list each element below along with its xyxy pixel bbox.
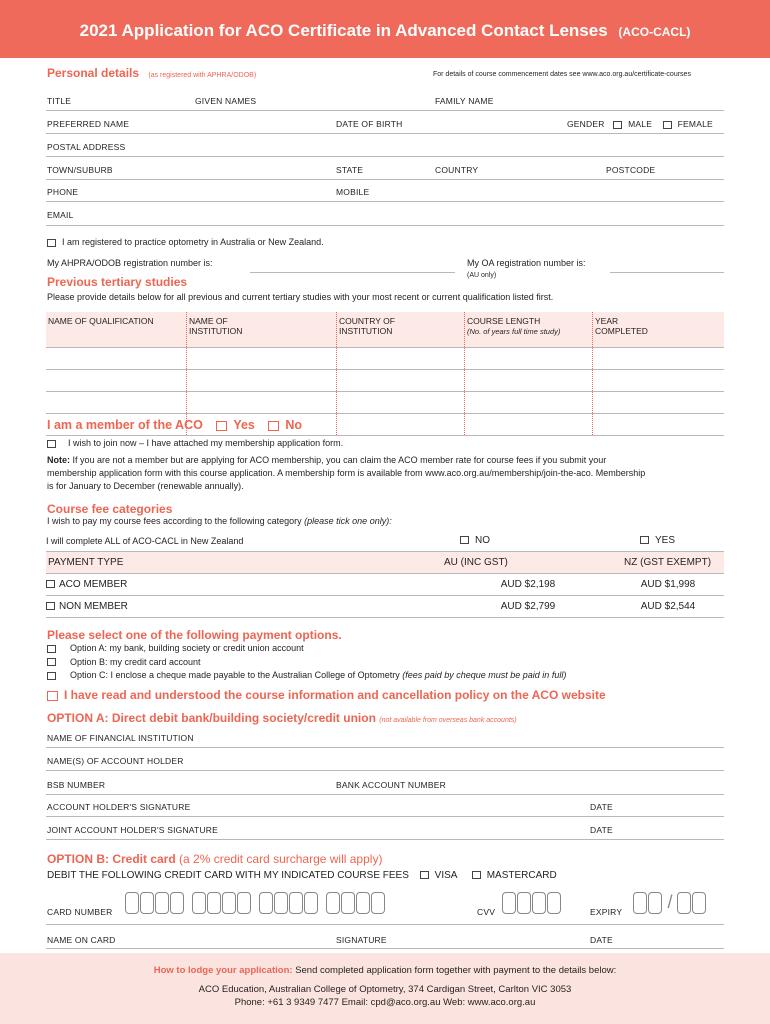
- postcode-label: POSTCODE: [606, 165, 656, 175]
- male-label: MALE: [628, 119, 653, 129]
- given-names-label: GIVEN NAMES: [195, 96, 257, 106]
- join-checkbox[interactable]: [47, 440, 56, 448]
- nz-header: NZ (GST EXEMPT): [624, 557, 712, 568]
- member-yes-label: Yes: [233, 418, 255, 432]
- expiry-label: EXPIRY: [590, 907, 623, 917]
- member-au-price: AUD $2,198: [500, 579, 556, 590]
- nz-yes-checkbox[interactable]: [640, 536, 649, 544]
- bank-account-label: BANK ACCOUNT NUMBER: [336, 780, 446, 790]
- member-heading: I am a member of the ACO Yes No: [47, 418, 303, 432]
- membership-note: Note: If you are not a member but are applying for ACO membership, you can claim the ACO member rate for course fees if you submit your membership application form with this course application. A membership form is available from www.aco.org.au/membership/join-the-aco. Membership is for January to December (renewable annually).: [47, 455, 646, 491]
- oa-label: My OA registration number is:: [467, 258, 586, 268]
- option-b-heading: OPTION B: Credit card (a 2% credit card surcharge will apply): [47, 852, 383, 866]
- non-member-checkbox[interactable]: [46, 602, 55, 610]
- option-b-checkbox[interactable]: [47, 658, 56, 666]
- tertiary-header-row: [46, 312, 724, 348]
- option-a-sub: (not available from overseas bank accounts): [379, 717, 517, 724]
- account-holder-label: NAME(S) OF ACCOUNT HOLDER: [47, 756, 184, 766]
- au-header: AU (INC GST): [444, 557, 508, 568]
- col-year: YEAR COMPLETED: [592, 312, 724, 347]
- title-text: 2021 Application for ACO Certificate in Advanced Contact Lenses: [79, 21, 608, 40]
- dob-label: DATE OF BIRTH: [336, 119, 403, 129]
- cvv-field[interactable]: [502, 892, 562, 916]
- card-row-line: [46, 924, 724, 925]
- mastercard-label: MASTERCARD: [486, 870, 557, 881]
- non-member-label: NON MEMBER: [59, 601, 128, 612]
- title-row-line[interactable]: [46, 110, 724, 111]
- card-number-field[interactable]: [125, 892, 386, 916]
- oa-field[interactable]: [610, 272, 724, 273]
- country-label: COUNTRY: [435, 165, 479, 175]
- complete-nz-label: I will complete ALL of ACO-CACL in New Zealand: [46, 535, 244, 546]
- holder-signature-line[interactable]: [46, 816, 724, 817]
- mastercard-checkbox[interactable]: [472, 871, 481, 879]
- join-row: [47, 438, 343, 448]
- table-row[interactable]: [46, 348, 724, 370]
- course-dates-note: For details of course commencement dates see www.aco.org.au/certificate-courses: [433, 71, 691, 78]
- col-institution: NAME OF INSTITUTION: [186, 312, 336, 347]
- nonmember-au-price: AUD $2,799: [500, 601, 556, 612]
- member-no-label: No: [285, 418, 303, 432]
- page-title: [0, 0, 770, 58]
- policy-checkbox[interactable]: [47, 691, 58, 701]
- option-a-label: Option A: my bank, building society or credit union account: [70, 643, 304, 653]
- expiry-slash: /: [667, 892, 673, 912]
- postal-address-label: POSTAL ADDRESS: [47, 142, 126, 152]
- debit-row: [47, 870, 557, 881]
- email-row-line[interactable]: [46, 225, 724, 226]
- nz-no-checkbox[interactable]: [460, 536, 469, 544]
- join-label: I wish to join now – I have attached my membership application form.: [68, 438, 344, 448]
- card-number-label: CARD NUMBER: [47, 907, 113, 917]
- aco-member-checkbox[interactable]: [46, 580, 55, 588]
- email-label: EMAIL: [47, 210, 74, 220]
- option-c-checkbox[interactable]: [47, 672, 56, 680]
- col-country: COUNTRY OF INSTITUTION: [336, 312, 464, 347]
- member-nz-price: AUD $1,998: [640, 579, 696, 590]
- town-row-line[interactable]: [46, 179, 724, 180]
- cvv-label: CVV: [477, 907, 496, 917]
- joint-signature-label: JOINT ACCOUNT HOLDER'S SIGNATURE: [47, 825, 218, 835]
- lodge-text: Send completed application form together with payment to the details below:: [295, 965, 617, 976]
- tertiary-intro: Please provide details below for all previous and current tertiary studies with your most recent or current qualification listed first.: [47, 292, 554, 302]
- complete-nz-row: [46, 530, 724, 552]
- name-on-card-label: NAME ON CARD: [47, 935, 116, 945]
- joint-date-label: DATE: [590, 825, 613, 835]
- payment-options-heading: Please select one of the following payment options.: [47, 628, 342, 642]
- option-c-label: Option C: I enclose a cheque made payable to the Australian College of Optometry: [70, 670, 400, 680]
- name-on-card-line[interactable]: [46, 948, 724, 949]
- option-c-note: (fees paid by cheque must be paid in full): [402, 670, 567, 680]
- fee-header-row: [46, 552, 724, 574]
- nz-no-label: NO: [475, 535, 490, 546]
- option-b-sub: (a 2% credit card surcharge will apply): [179, 852, 383, 866]
- card-date-label: DATE: [590, 935, 613, 945]
- footer: [0, 953, 770, 1024]
- lodge-line: [0, 965, 770, 976]
- bsb-label: BSB NUMBER: [47, 780, 106, 790]
- col-qualification: NAME OF QUALIFICATION: [48, 316, 154, 326]
- female-label: FEMALE: [677, 119, 713, 129]
- aco-address: ACO Education, Australian College of Optometry, 374 Cardigan Street, Carlton VIC 3053: [198, 984, 572, 995]
- payment-type-header: PAYMENT TYPE: [48, 557, 124, 568]
- mobile-label: MOBILE: [336, 187, 370, 197]
- option-a-heading: OPTION A: Direct debit bank/building society/credit union (not available from overseas bank accounts): [47, 711, 517, 725]
- fees-heading: Course fee categories: [47, 502, 173, 516]
- family-name-label: FAMILY NAME: [435, 96, 494, 106]
- table-row[interactable]: [46, 392, 724, 414]
- lodge-heading: How to lodge your application:: [153, 965, 293, 976]
- member-yes-checkbox[interactable]: [216, 421, 227, 431]
- payment-options-list: [47, 642, 566, 683]
- policy-label: I have read and understood the course information and cancellation policy on the ACO website: [64, 688, 606, 702]
- tertiary-heading: Previous tertiary studies: [47, 275, 188, 289]
- card-signature-label: SIGNATURE: [336, 935, 387, 945]
- option-a-checkbox[interactable]: [47, 645, 56, 653]
- gender-group: GENDER MALE FEMALE: [567, 119, 713, 129]
- title-label: TITLE: [47, 96, 72, 106]
- expiry-field[interactable]: [633, 892, 707, 916]
- ahpra-label: My AHPRA/ODOB registration number is:: [47, 258, 213, 268]
- fee-row-nonmember: [46, 596, 724, 618]
- institution-label: NAME OF FINANCIAL INSTITUTION: [47, 733, 194, 743]
- registered-checkbox[interactable]: [47, 239, 56, 247]
- registered-label: I am registered to practice optometry in Australia or New Zealand.: [62, 237, 324, 247]
- holder-date-label: DATE: [590, 802, 613, 812]
- bsb-line[interactable]: [46, 794, 724, 795]
- male-checkbox[interactable]: [613, 121, 622, 129]
- col-course-length: COURSE LENGTH (No. of years full time study): [464, 312, 592, 347]
- holder-signature-label: ACCOUNT HOLDER'S SIGNATURE: [47, 802, 191, 812]
- visa-checkbox[interactable]: [420, 871, 429, 879]
- institution-line[interactable]: [46, 747, 724, 748]
- postal-row-line[interactable]: [46, 156, 724, 157]
- personal-heading: Personal details (as registered with APHRA/ODOB): [47, 66, 257, 80]
- aco-contact: Phone: +61 3 9349 7477 Email: cpd@aco.org.au Web: www.aco.org.au: [234, 997, 536, 1008]
- debit-label: DEBIT THE FOLLOWING CREDIT CARD WITH MY INDICATED COURSE FEES: [47, 870, 409, 881]
- option-b-label: Option B: my credit card account: [70, 656, 201, 667]
- visa-label: VISA: [434, 870, 457, 881]
- preferred-row-line[interactable]: [46, 133, 724, 134]
- policy-row: [47, 688, 606, 702]
- personal-subheading: (as registered with APHRA/ODOB): [148, 72, 257, 79]
- nz-yes-label: YES: [655, 535, 676, 546]
- phone-row-line[interactable]: [46, 201, 724, 202]
- course-code: (ACO-CACL): [618, 25, 691, 39]
- account-holder-line[interactable]: [46, 770, 724, 771]
- phone-label: PHONE: [47, 187, 79, 197]
- au-only-note: (AU only): [467, 272, 497, 279]
- ahpra-field[interactable]: [250, 272, 455, 273]
- nonmember-nz-price: AUD $2,544: [640, 601, 696, 612]
- female-checkbox[interactable]: [663, 121, 672, 129]
- preferred-name-label: PREFERRED NAME: [47, 119, 130, 129]
- state-label: STATE: [336, 165, 364, 175]
- member-no-checkbox[interactable]: [268, 421, 279, 431]
- fees-intro: I wish to pay my course fees according to the following category (please tick one only):: [47, 516, 392, 526]
- fee-row-member: [46, 574, 724, 596]
- town-label: TOWN/SUBURB: [47, 165, 113, 175]
- aco-member-label: ACO MEMBER: [59, 579, 128, 590]
- registered-row: [47, 237, 324, 247]
- table-row[interactable]: [46, 370, 724, 392]
- joint-signature-line[interactable]: [46, 839, 724, 840]
